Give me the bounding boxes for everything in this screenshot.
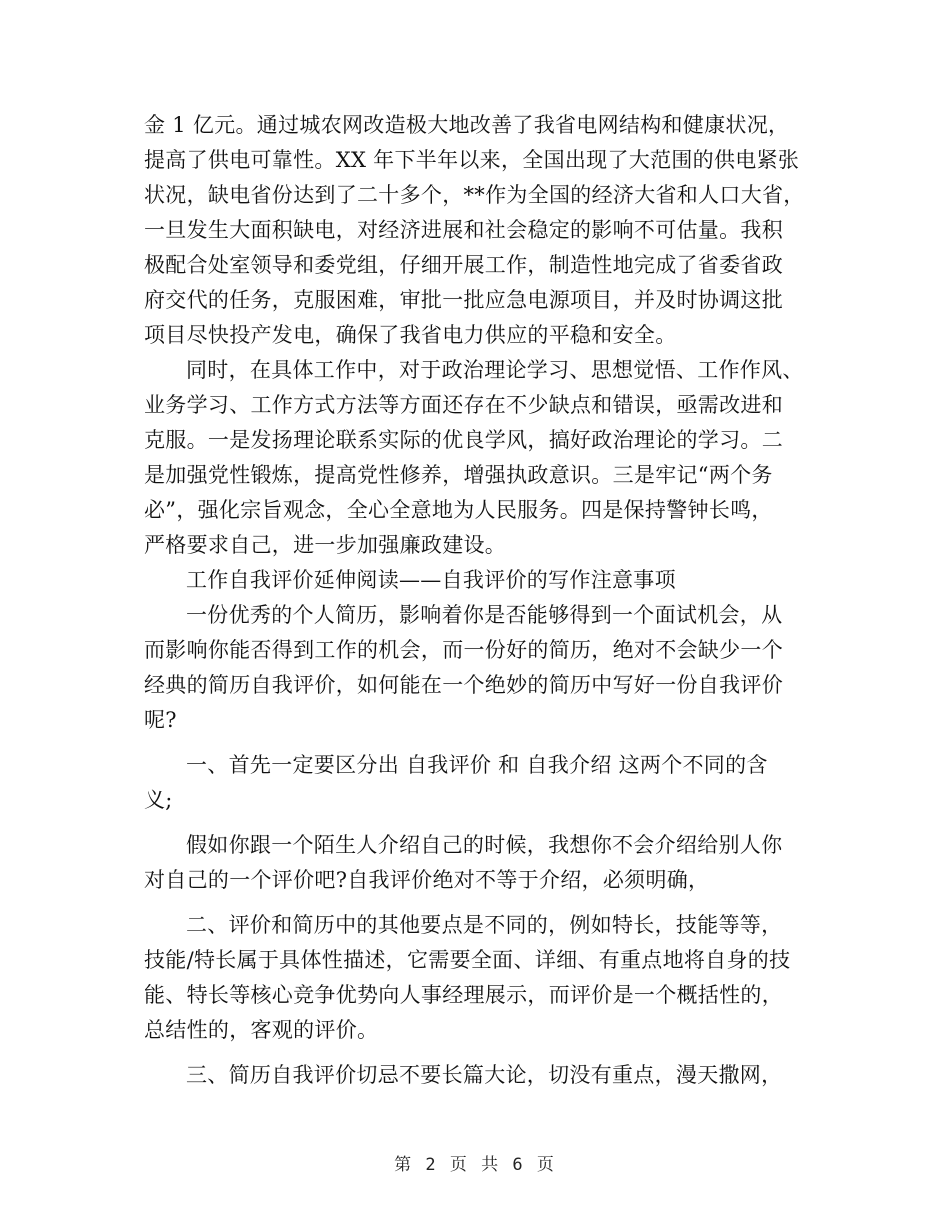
text-line: 状况，缺电省份达到了二十多个，**作为全国的经济大省和人口大省， (144, 183, 805, 207)
text-line: 能、特长等核心竞争优势向人事经理展示，而评价是一个概括性的， (144, 983, 783, 1007)
paragraph-start-line: 一份优秀的个人简历，影响着你是否能够得到一个面试机会，从 (186, 603, 783, 627)
text-line: 极配合处室领导和委党组，仔细开展工作，制造性地完成了省委省政 (144, 253, 783, 277)
paragraph-start-line: 假如你跟一个陌生人介绍自己的时候，我想你不会介绍给别人你 (186, 833, 783, 857)
paragraph-start-line: 二、评价和简历中的其他要点是不同的，例如特长，技能等等， (186, 913, 783, 937)
text-line: 而影响你能否得到工作的机会，而一份好的简历，绝对不会缺少一个 (144, 638, 783, 662)
text-line: 必”，强化宗旨观念，全心全意地为人民服务。四是保持警钟长鸣， (144, 498, 773, 522)
text-line: 呢? (144, 708, 177, 732)
page-number-footer: 第 2 页 共 6 页 (394, 1155, 556, 1175)
text-line: 项目尽快投产发电，确保了我省电力供应的平稳和安全。 (144, 323, 677, 347)
text-line: 一旦发生大面积缺电，对经济进展和社会稳定的影响不可估量。我积 (144, 218, 783, 242)
paragraph-gap (144, 1048, 810, 1058)
paragraph-gap (144, 738, 810, 748)
section-heading: 工作自我评价延伸阅读——自我评价的写作注意事项 (186, 568, 676, 592)
text-line: 技能/特长属于具体性描述，它需要全面、详细、有重点地将自身的技 (144, 948, 791, 972)
text-line: 对自己的一个评价吧?自我评价绝对不等于介绍，必须明确， (144, 868, 710, 892)
text-line: 业务学习、工作方式方法等方面还存在不少缺点和错误，亟需改进和 (144, 393, 783, 417)
paragraph-start-line: 三、简历自我评价切忌不要长篇大论，切没有重点，漫天撒网， (186, 1063, 783, 1087)
text-line: 是加强党性锻炼，提高党性修养，增强执政意识。三是牢记“两个务 (144, 463, 773, 487)
paragraph-gap (144, 898, 810, 908)
text-line: 义; (144, 788, 173, 812)
text-line: 经典的简历自我评价，如何能在一个绝妙的简历中写好一份自我评价 (144, 673, 783, 697)
text-line: 总结性的，客观的评价。 (144, 1018, 379, 1042)
text-line: 严格要求自己，进一步加强廉政建设。 (144, 533, 507, 557)
paragraph-start-line: 一、首先一定要区分出 自我评价 和 自我介绍 这两个不同的含 (186, 753, 768, 777)
document-body (144, 108, 810, 1093)
text-line: 提高了供电可靠性。XX 年下半年以来，全国出现了大范围的供电紧张 (144, 148, 800, 172)
paragraph-gap (144, 818, 810, 828)
text-line: 府交代的任务，克服困难，审批一批应急电源项目，并及时协调这批 (144, 288, 783, 312)
paragraph-start-line: 同时，在具体工作中，对于政治理论学习、思想觉悟、工作作风、 (186, 358, 804, 382)
text-line: 克服。一是发扬理论联系实际的优良学风，搞好政治理论的学习。二 (144, 428, 783, 452)
text-line: 金 1 亿元。通过城农网改造极大地改善了我省电网结构和健康状况， (144, 113, 790, 137)
